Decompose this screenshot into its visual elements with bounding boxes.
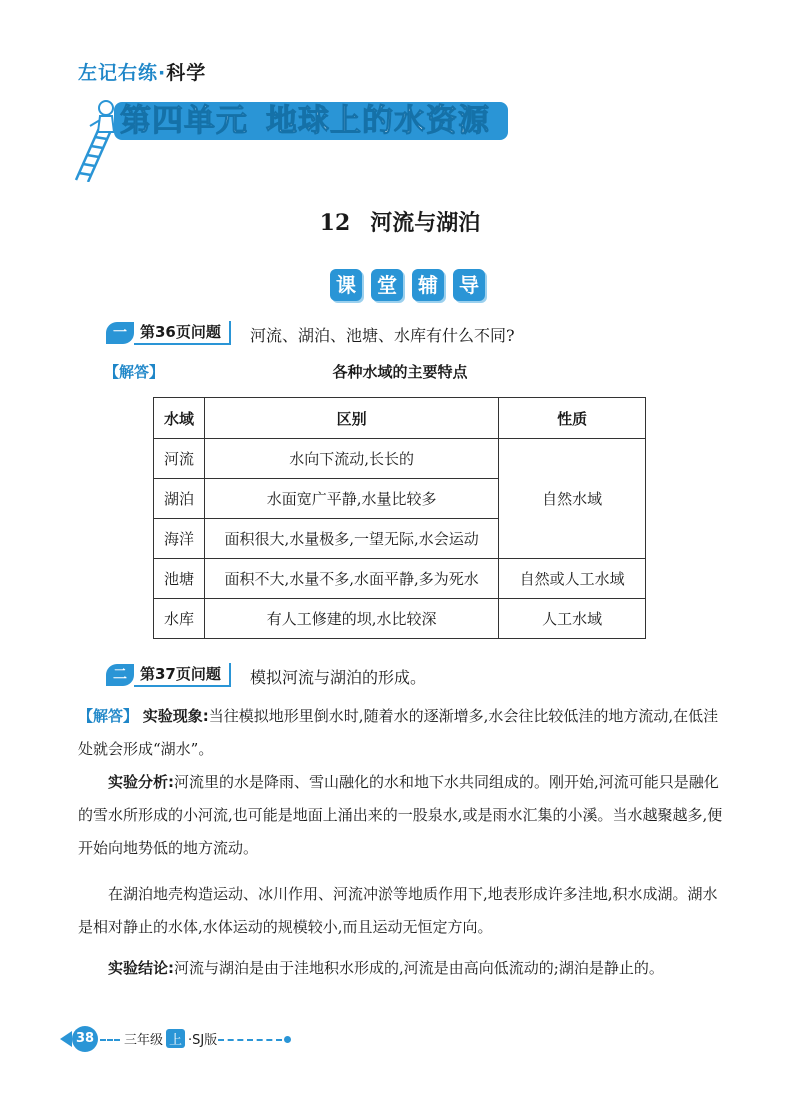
water-difference: 面积很大,水量极多,一望无际,水会运动	[204, 519, 498, 559]
table-row	[154, 559, 646, 599]
footer-grade-info	[124, 1029, 217, 1048]
unit-number: 第四单元	[120, 103, 248, 139]
question-label: 第36页问题	[134, 321, 231, 345]
water-name: 河流	[154, 439, 205, 479]
answer-tag: 【解答】	[104, 363, 165, 381]
column-header: 性质	[499, 398, 646, 439]
section-badge	[330, 269, 485, 301]
analysis-text-2: 在湖泊地壳构造运动、冰川作用、河流冲淤等地质作用下,地表形成许多洼地,积水成湖。湖水是相对静止的水体,水体运动的规模较小,而且运动无恒定方向。	[78, 885, 718, 936]
unit-banner	[112, 98, 510, 144]
unit-heading	[112, 98, 510, 144]
analysis-paragraph-2	[78, 878, 728, 944]
section-char: 辅	[412, 269, 444, 301]
footer-dot-icon	[284, 1036, 291, 1043]
section-char: 堂	[371, 269, 403, 301]
water-name: 湖泊	[154, 479, 205, 519]
water-nature: 自然水域	[499, 439, 646, 559]
water-name: 水库	[154, 599, 205, 639]
water-nature: 自然或人工水域	[499, 559, 646, 599]
phenomenon-text: 当往模拟地形里倒水时,随着水的逐渐增多,水会往比较低洼的地方流动,在低洼处就会形成“湖水”。	[78, 707, 719, 758]
footer-edition: ·SJ版	[188, 1033, 218, 1048]
unit-title: 地球上的水资源	[266, 103, 490, 139]
water-name: 海洋	[154, 519, 205, 559]
lesson-name: 河流与湖泊	[370, 210, 481, 236]
brand-name: 左记右练	[78, 62, 159, 84]
question-text: 河流、湖泊、池塘、水库有什么不同?	[250, 326, 515, 345]
footer-divider	[218, 1039, 282, 1041]
water-difference: 水面宽广平静,水量比较多	[204, 479, 498, 519]
conclusion-text: 河流与湖泊是由于洼地积水形成的,河流是由高向低流动的;湖泊是静止的。	[174, 959, 664, 977]
water-difference: 有人工修建的坝,水比较深	[204, 599, 498, 639]
phenomenon-paragraph	[78, 700, 728, 766]
table-title-text: 各种水域的主要特点	[332, 363, 468, 381]
conclusion-paragraph	[78, 952, 728, 985]
page-arrow-icon	[60, 1031, 72, 1047]
table-row	[154, 439, 646, 479]
question-tag-2	[106, 663, 231, 687]
lesson-title	[0, 206, 800, 237]
analysis-label: 实验分析:	[108, 773, 174, 791]
section-char: 课	[330, 269, 362, 301]
table-title	[0, 361, 800, 382]
water-difference: 面积不大,水量不多,水面平静,多为死水	[204, 559, 498, 599]
table-header-row	[154, 398, 646, 439]
phenomenon-label: 实验现象:	[142, 707, 209, 725]
water-name: 池塘	[154, 559, 205, 599]
conclusion-label: 实验结论:	[108, 959, 174, 977]
question-index: 一	[106, 322, 134, 344]
subject-name: 科学	[166, 62, 207, 84]
page-number: 38	[72, 1026, 98, 1052]
footer-grade: 三年级	[124, 1033, 164, 1048]
water-nature: 人工水域	[499, 599, 646, 639]
brand-header	[78, 58, 206, 85]
water-features-table	[153, 397, 646, 639]
analysis-paragraph	[78, 766, 728, 865]
question-label: 第37页问题	[134, 663, 231, 687]
question-text: 模拟河流与湖泊的形成。	[250, 668, 427, 687]
table-row	[154, 599, 646, 639]
analysis-text: 河流里的水是降雨、雪山融化的水和地下水共同组成的。刚开始,河流可能只是融化的雪水所形成的小河流,也可能是地面上涌出来的一股泉水,或是雨水汇集的小溪。当水越聚越多,便开始向地势低的地方流动。	[78, 773, 723, 857]
section-char: 导	[453, 269, 485, 301]
footer-semester: 上	[166, 1029, 185, 1048]
column-header: 区别	[204, 398, 498, 439]
question-tag-1	[106, 321, 231, 345]
answer-tag: 【解答】	[78, 707, 139, 725]
brand-separator: ·	[158, 62, 167, 84]
water-difference: 水向下流动,长长的	[204, 439, 498, 479]
column-header: 水域	[154, 398, 205, 439]
question-index: 二	[106, 664, 134, 686]
footer-divider	[100, 1039, 120, 1041]
lesson-number: 12	[319, 210, 351, 236]
